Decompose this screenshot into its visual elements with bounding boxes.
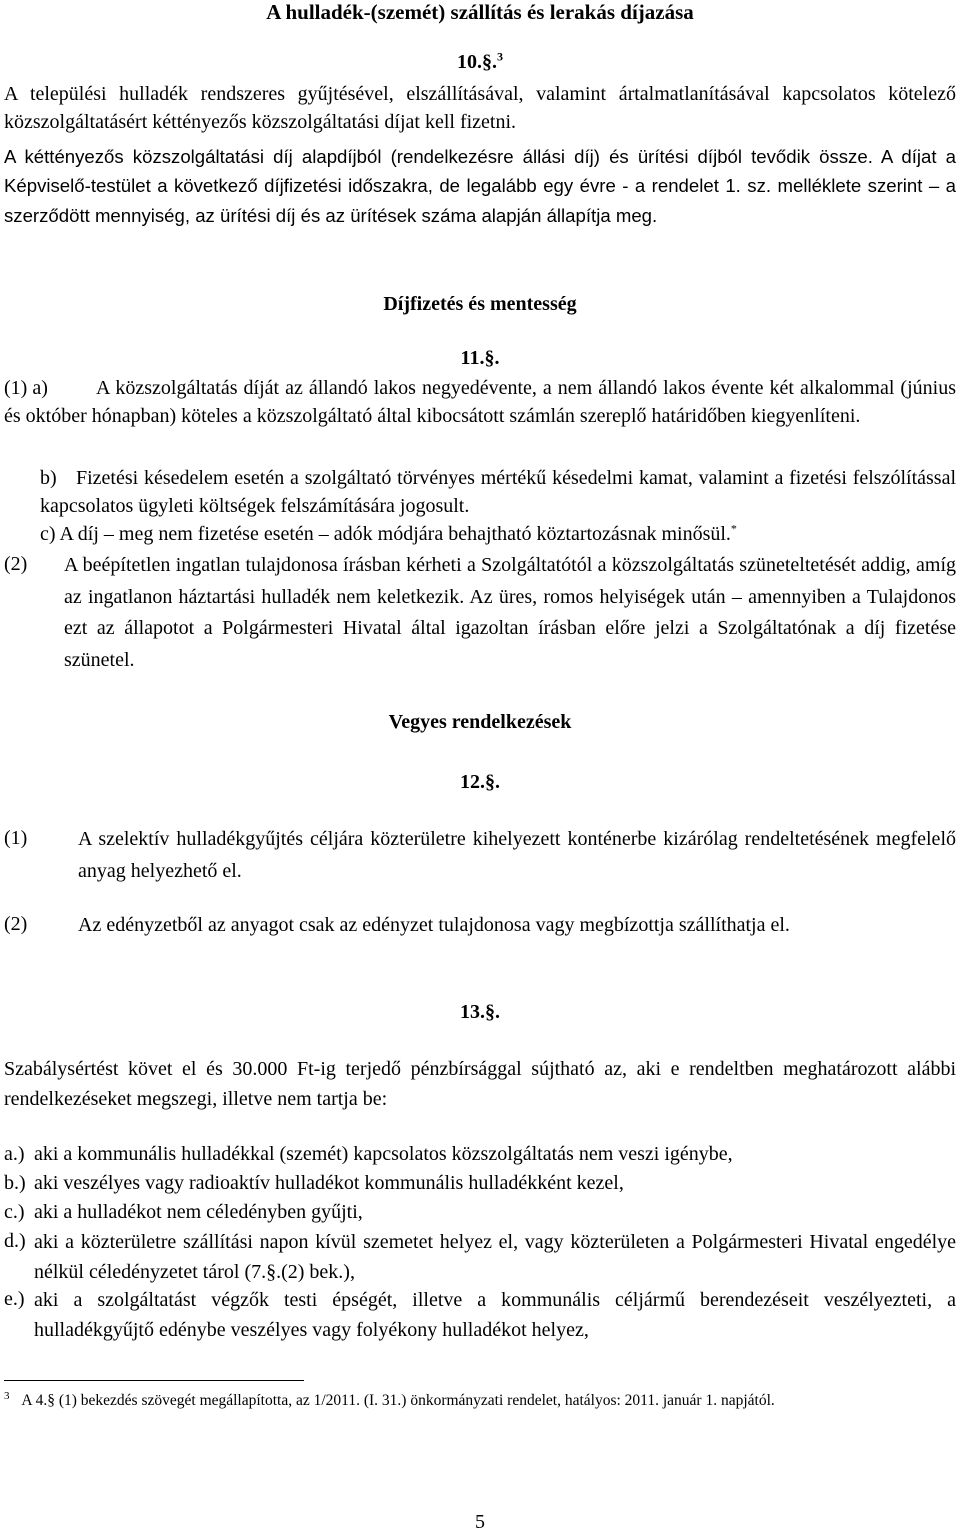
footnote-ref: 3 <box>497 49 503 64</box>
section-10-text-a: A települési hulladék rendszeres gyűjtésével, elszállításával, valamint ártalmatlanításával kapcsolatos kötelező közszolgáltatásért kéttényezős közszolgáltatási díjat kell fizetni. <box>4 83 956 134</box>
page-number: 5 <box>475 1511 485 1533</box>
para-label: (2) <box>4 553 28 575</box>
section-12-para-1 <box>4 824 956 887</box>
section-13-number: 13.§. <box>460 1001 500 1023</box>
para-label: (1) <box>4 827 28 849</box>
list-item: c.) aki a hulladékot nem céledényben gyűjti, <box>4 1201 363 1223</box>
list-item: d.) aki a közterületre szállítási napon kívül szemetet helyez el, vagy közterületen a Polgármesteri Hivatal engedélye nélkül céledényzetet tárol (7.§.(2) bek.), <box>4 1230 956 1283</box>
section-11-para-1c <box>40 520 956 548</box>
section-10-text-b-wrap <box>4 110 956 138</box>
footnote-text: A 4.§ (1) bekezdés szövegét megállapította, az 1/2011. (I. 31.) önkormányzati rendelet, hatályos: 2011. január 1. napjától. <box>21 1392 775 1409</box>
footnote-divider <box>4 1380 304 1381</box>
para-label: c) <box>40 523 56 545</box>
heading-vegyes: Vegyes rendelkezések <box>388 711 572 733</box>
para-label: b) <box>40 467 57 489</box>
section-13-list <box>4 1140 956 1343</box>
asterisk-mark: * <box>730 521 737 536</box>
section-12-number: 12.§. <box>460 771 500 793</box>
section-12-para-2 <box>4 910 956 942</box>
footnote <box>4 1389 956 1413</box>
list-item: b.) aki veszélyes vagy radioaktív hulladékot kommunális hulladékként kezel, <box>4 1172 624 1194</box>
section-11-para-1a <box>4 374 956 431</box>
para-text: A beépítetlen ingatlan tulajdonosa írásban kérheti a Szolgáltatótól a közszolgáltatás szüneteltetését addig, amíg az ingatlanon háztartási hulladék nem keletkezik. Az üres, romos helyiségek után – amennyiben a Tulajdonos ezt az állapotot a Polgármesteri Hivatal által igazoltan írásban előre jelzi a Szolgáltatónak a díj fizetése szünetel. <box>64 554 956 671</box>
page-title: A hulladék-(szemét) szállítás és lerakás díjazása <box>266 0 694 24</box>
list-item: a.) aki a kommunális hulladékkal (szemét) kapcsolatos közszolgáltatás nem veszi igénybe, <box>4 1143 733 1165</box>
para-label: (1) a) <box>4 377 48 399</box>
section-10-number <box>4 48 956 76</box>
heading-dijfizetes: Díjfizetés és mentesség <box>383 293 577 315</box>
para-text: Az edényzetből az anyagot csak az edényzet tulajdonosa vagy megbízottja szállíthatja el. <box>78 914 790 936</box>
list-item: e.) aki a szolgáltatást végzők testi épségét, illetve a kommunális céljármű berendezéseit veszélyezteti, a hulladékgyűjtő edénybe veszélyes vagy folyékony hulladékot helyez, <box>4 1288 956 1341</box>
para-text: A szelektív hulladékgyűjtés céljára közterületre kihelyezett konténerbe kizárólag rendeltetésének megfelelő anyag helyezhető el. <box>78 828 956 882</box>
section-10-body: A kéttényezős közszolgáltatási díj alapdíjból (rendelkezésre állási díj) és ürítési díjból tevődik össze. A díjat a Képviselő-testület a következő díjfizetési időszakra, de legalább egy évre - a rendelet 1. sz. melléklete szerint – a szerződött mennyiség, az ürítési díj és az ürítések száma alapján állapítja meg. <box>4 146 956 226</box>
section-11-para-2 <box>4 550 956 676</box>
para-text: Fizetési késedelem esetén a szolgáltató törvényes mértékű késedelmi kamat, valamint a fizetési felszólítással kapcsolatos ügyleti költségek felszámítására jogosult. <box>40 467 956 518</box>
section-11-para-1b <box>40 464 956 521</box>
para-text: A díj – meg nem fizetése esetén – adók módjára behajtható köztartozásnak minősül. <box>59 523 731 545</box>
section-13-intro: Szabálysértést követ el és 30.000 Ft-ig terjedő pénzbírsággal sújtható az, aki e rendeltben meghatározott alábbi rendelkezéseket megszegi, illetve nem tartja be: <box>4 1058 956 1110</box>
para-text: A közszolgáltatás díját az állandó lakos negyedévente, a nem állandó lakos évente két alkalommal (június és október hónapban) köteles a közszolgáltató által kibocsátott számlán szereplő határidőben kiegyenlíteni. <box>4 377 956 428</box>
para-label: (2) <box>4 913 28 935</box>
section-11-number: 11.§. <box>460 347 500 369</box>
footnote-mark: 3 <box>4 1389 10 1402</box>
section-number: 10.§. <box>457 51 497 73</box>
